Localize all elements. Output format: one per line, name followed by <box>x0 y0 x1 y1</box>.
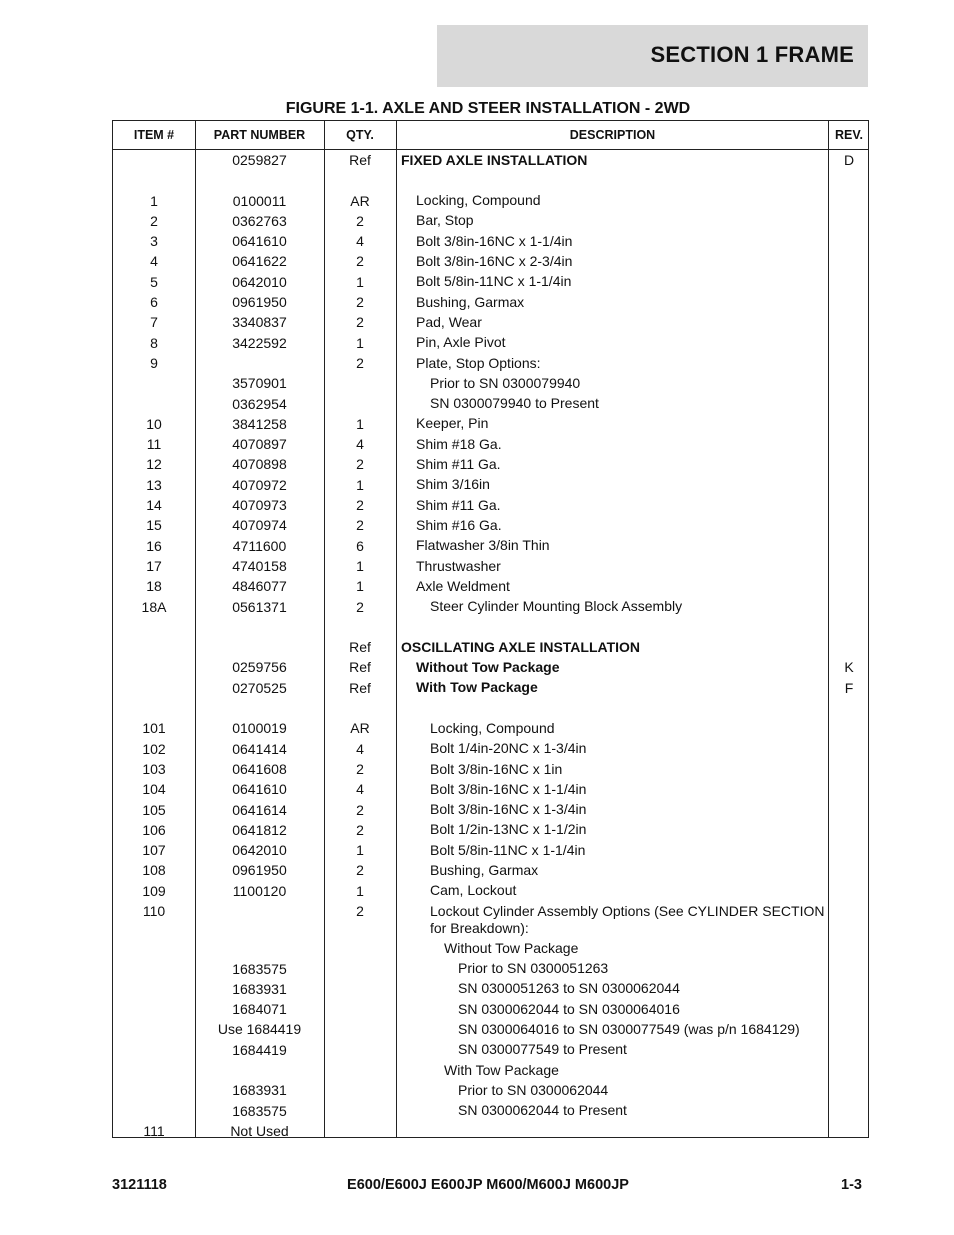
qty-cell: 2 <box>356 862 364 879</box>
qty-cell: 2 <box>356 821 364 838</box>
table-row <box>113 475 868 495</box>
part-number-cell: 1683931 <box>232 980 287 997</box>
qty-cell: 4 <box>356 436 364 453</box>
table-row <box>113 1060 868 1080</box>
part-number-cell: 0362954 <box>232 395 287 412</box>
description-cell: Cam, Lockout <box>430 882 517 899</box>
qty-cell: 1 <box>356 882 364 899</box>
table-row <box>113 1080 868 1100</box>
part-number-cell: 4846077 <box>232 578 287 595</box>
item-cell: 3 <box>150 233 158 250</box>
table-row <box>113 495 868 515</box>
qty-cell: 6 <box>356 537 364 554</box>
part-number-cell: 0961950 <box>232 294 287 311</box>
part-number-cell: 0641608 <box>232 760 287 777</box>
table-row <box>113 556 868 576</box>
table-row <box>113 251 868 271</box>
part-number-cell: 3570901 <box>232 375 287 392</box>
part-number-cell: 0641812 <box>232 821 287 838</box>
table-row <box>113 211 868 231</box>
qty-cell: 4 <box>356 781 364 798</box>
part-number-cell: 4740158 <box>232 557 287 574</box>
table-row <box>113 414 868 434</box>
qty-cell: Ref <box>349 659 371 676</box>
description-cell: With Tow Package <box>416 679 538 696</box>
qty-cell: 2 <box>356 294 364 311</box>
description-cell: Shim #18 Ga. <box>416 435 502 452</box>
part-number-cell: 0270525 <box>232 679 287 696</box>
table-row <box>113 657 868 677</box>
header-part-number: PART NUMBER <box>213 128 306 142</box>
description-cell: SN 0300064016 to SN 0300077549 (was p/n 1684129) <box>458 1021 800 1038</box>
table-spacer-row <box>113 617 868 637</box>
description-cell: Flatwasher 3/8in Thin <box>416 537 550 554</box>
part-number-cell: 0642010 <box>232 842 287 859</box>
model-list: E600/E600J E600JP M600/M600J M600JP <box>347 1177 629 1193</box>
table-header <box>113 121 868 150</box>
description-cell: Thrustwasher <box>416 557 501 574</box>
table-row <box>113 312 868 332</box>
table-row <box>113 901 868 938</box>
table-row <box>113 150 868 170</box>
page-number: 1-3 <box>841 1177 862 1193</box>
table-row <box>113 1040 868 1060</box>
table-row <box>113 597 868 617</box>
table-spacer-row <box>113 698 868 718</box>
qty-cell: 2 <box>356 456 364 473</box>
doc-number: 3121118 <box>112 1177 167 1193</box>
qty-cell: 4 <box>356 740 364 757</box>
qty-cell: 1 <box>356 415 364 432</box>
item-cell: 10 <box>146 415 162 432</box>
item-cell: 12 <box>146 456 162 473</box>
description-cell: Bar, Stop <box>416 212 474 229</box>
figure-title: FIGURE 1-1. AXLE AND STEER INSTALLATION - 2WD <box>285 100 691 117</box>
item-cell: 101 <box>142 720 166 737</box>
qty-cell: 1 <box>356 578 364 595</box>
qty-cell: 2 <box>356 253 364 270</box>
qty-cell: 2 <box>356 314 364 331</box>
item-cell: 106 <box>142 821 166 838</box>
qty-cell: 2 <box>356 598 364 615</box>
part-number-cell: 0641614 <box>232 801 287 818</box>
qty-cell: AR <box>350 720 370 737</box>
description-cell: Without Tow Package <box>444 939 579 956</box>
part-number-cell: Not Used <box>230 1122 289 1139</box>
part-number-cell: 4070898 <box>232 456 287 473</box>
part-number-cell: 0362763 <box>232 212 287 229</box>
item-cell: 8 <box>150 334 158 351</box>
part-number-cell: 3340837 <box>232 314 287 331</box>
qty-cell: 2 <box>356 212 364 229</box>
qty-cell: 2 <box>356 354 364 371</box>
table-row <box>113 1101 868 1121</box>
description-cell: Bolt 1/2in-13NC x 1-1/2in <box>430 821 587 838</box>
table-row <box>113 231 868 251</box>
description-cell: Axle Weldment <box>416 577 510 594</box>
table-row <box>113 779 868 799</box>
qty-cell: 2 <box>356 497 364 514</box>
item-cell: 11 <box>146 436 162 453</box>
table-row <box>113 999 868 1019</box>
item-cell: 18A <box>141 598 167 615</box>
item-cell: 15 <box>146 517 162 534</box>
description-cell: Shim #11 Ga. <box>416 456 501 473</box>
description-cell: Pad, Wear <box>416 313 482 330</box>
rev-cell: F <box>844 679 854 696</box>
qty-cell: 4 <box>356 233 364 250</box>
table-row <box>113 394 868 414</box>
item-cell: 4 <box>150 253 158 270</box>
description-cell: Without Tow Package <box>416 659 560 676</box>
item-cell: 102 <box>142 740 166 757</box>
table-row <box>113 576 868 596</box>
table-body <box>113 150 868 1141</box>
description-cell: SN 0300079940 to Present <box>430 395 599 412</box>
table-row <box>113 959 868 979</box>
header-item: ITEM # <box>133 128 175 142</box>
item-cell: 17 <box>146 557 162 574</box>
item-cell: 107 <box>142 842 166 859</box>
description-cell: With Tow Package <box>444 1061 559 1078</box>
item-cell: 1 <box>150 192 158 209</box>
section-title: SECTION 1 FRAME <box>650 42 854 67</box>
item-cell: 13 <box>146 476 162 493</box>
table-row <box>113 820 868 840</box>
part-number-cell: 0259756 <box>232 659 287 676</box>
part-number-cell: 0100011 <box>232 192 287 209</box>
part-number-cell: 0642010 <box>232 273 287 290</box>
table-row <box>113 800 868 820</box>
part-number-cell: 4711600 <box>232 537 287 554</box>
description-cell: Bolt 5/8in-11NC x 1-1/4in <box>430 841 586 858</box>
header-rev: REV. <box>834 128 864 142</box>
item-cell: 14 <box>146 497 162 514</box>
section-banner <box>437 25 868 87</box>
table-row <box>113 536 868 556</box>
table-row <box>113 515 868 535</box>
item-cell: 9 <box>150 354 158 371</box>
description-cell: Locking, Compound <box>416 192 541 209</box>
item-cell: 5 <box>150 273 158 290</box>
part-number-cell: 1683575 <box>232 960 287 977</box>
part-number-cell: 0641414 <box>232 740 287 757</box>
description-cell: SN 0300062044 to SN 0300064016 <box>458 1000 680 1017</box>
qty-cell: 1 <box>356 273 364 290</box>
item-cell: 111 <box>143 1122 165 1139</box>
description-cell: Bolt 1/4in-20NC x 1-3/4in <box>430 740 587 757</box>
item-cell: 6 <box>150 294 158 311</box>
item-cell: 110 <box>142 902 166 919</box>
qty-cell: Ref <box>349 152 371 168</box>
table-row <box>113 292 868 312</box>
part-number-cell: 1683931 <box>232 1082 287 1099</box>
description-cell: SN 0300077549 to Present <box>458 1041 627 1058</box>
table-row <box>113 373 868 393</box>
description-cell: Shim 3/16in <box>416 476 490 493</box>
table-row <box>113 840 868 860</box>
parts-table <box>112 120 869 1138</box>
description-cell: Bolt 3/8in-16NC x 2-3/4in <box>416 253 573 270</box>
description-cell: Bushing, Garmax <box>430 861 539 878</box>
description-cell: Bolt 3/8in-16NC x 1-3/4in <box>430 801 587 818</box>
table-row <box>113 454 868 474</box>
description-cell: Keeper, Pin <box>416 415 489 432</box>
part-number-cell: 0561371 <box>232 598 287 615</box>
qty-cell: Ref <box>349 639 371 656</box>
table-row <box>113 938 868 958</box>
header-qty: QTY. <box>346 128 374 142</box>
table-row <box>113 1019 868 1039</box>
description-cell: FIXED AXLE INSTALLATION <box>401 151 588 168</box>
part-number-cell: 4070973 <box>232 497 287 514</box>
table-row <box>113 979 868 999</box>
description-cell: Prior to SN 0300062044 <box>458 1081 609 1098</box>
item-cell: 103 <box>142 760 166 777</box>
item-cell: 109 <box>142 882 166 899</box>
description-cell: Shim #11 Ga. <box>416 496 501 513</box>
description-cell: Prior to SN 0300079940 <box>430 374 581 391</box>
table-row <box>113 881 868 901</box>
description-cell: Lockout Cylinder Assembly Options (See CYLINDER SECTION for Breakdown): <box>430 902 825 936</box>
qty-cell: 1 <box>356 476 364 493</box>
part-number-cell: 0641610 <box>232 233 287 250</box>
qty-cell: Ref <box>349 679 371 696</box>
qty-cell: 2 <box>356 902 364 919</box>
table-row <box>113 353 868 373</box>
description-cell: SN 0300062044 to Present <box>458 1102 627 1119</box>
part-number-cell: 0641610 <box>232 781 287 798</box>
table-row <box>113 191 868 211</box>
rev-cell: K <box>844 659 854 676</box>
description-cell: Bolt 3/8in-16NC x 1in <box>430 760 563 777</box>
part-number-cell: 1684071 <box>232 1001 287 1018</box>
description-cell: Bolt 5/8in-11NC x 1-1/4in <box>416 273 572 290</box>
table-row <box>113 272 868 292</box>
item-cell: 104 <box>142 781 166 798</box>
table-row <box>113 860 868 880</box>
description-cell: Shim #16 Ga. <box>416 516 502 533</box>
description-cell: OSCILLATING AXLE INSTALLATION <box>401 638 641 655</box>
description-cell: SN 0300051263 to SN 0300062044 <box>458 980 680 997</box>
part-number-cell: 1684419 <box>232 1041 287 1058</box>
description-cell: Bolt 3/8in-16NC x 1-1/4in <box>416 232 573 249</box>
part-number-cell: 4070974 <box>232 517 287 534</box>
part-number-cell: 3422592 <box>232 334 287 351</box>
description-cell: Plate, Stop Options: <box>416 354 541 371</box>
qty-cell: AR <box>350 192 370 209</box>
item-cell: 108 <box>142 862 166 879</box>
table-row <box>113 739 868 759</box>
part-number-cell: 4070897 <box>232 436 287 453</box>
description-cell: Steer Cylinder Mounting Block Assembly <box>430 598 683 615</box>
item-cell: 105 <box>142 801 166 818</box>
part-number-cell: 1683575 <box>232 1102 287 1119</box>
qty-cell: 2 <box>356 801 364 818</box>
description-cell: Bolt 3/8in-16NC x 1-1/4in <box>430 780 587 797</box>
part-number-cell: Use 1684419 <box>217 1021 302 1038</box>
table-row <box>113 434 868 454</box>
description-cell: Pin, Axle Pivot <box>416 334 506 351</box>
qty-cell: 2 <box>356 760 364 777</box>
header-description: DESCRIPTION <box>569 128 656 142</box>
description-cell: Locking, Compound <box>430 719 555 736</box>
part-number-cell: 0961950 <box>232 862 287 879</box>
item-cell: 2 <box>150 212 158 229</box>
part-number-cell: 0100019 <box>232 720 287 737</box>
part-number-cell: 1100120 <box>232 882 287 899</box>
qty-cell: 1 <box>356 557 364 574</box>
part-number-cell: 3841258 <box>232 415 287 432</box>
rev-cell: D <box>843 152 855 168</box>
part-number-cell: 0259827 <box>232 152 287 168</box>
qty-cell: 1 <box>356 334 364 351</box>
table-row <box>113 718 868 738</box>
table-spacer-row <box>113 170 868 190</box>
item-cell: 16 <box>146 537 162 554</box>
part-number-cell: 0641622 <box>232 253 287 270</box>
item-cell: 7 <box>150 314 158 331</box>
qty-cell: 2 <box>356 517 364 534</box>
table-row <box>113 759 868 779</box>
item-cell: 18 <box>146 578 162 595</box>
qty-cell: 1 <box>356 842 364 859</box>
description-cell: Bushing, Garmax <box>416 293 525 310</box>
description-cell: Prior to SN 0300051263 <box>458 960 609 977</box>
table-row <box>113 678 868 698</box>
table-row <box>113 637 868 657</box>
table-row <box>113 1121 868 1141</box>
table-row <box>113 333 868 353</box>
part-number-cell: 4070972 <box>232 476 287 493</box>
